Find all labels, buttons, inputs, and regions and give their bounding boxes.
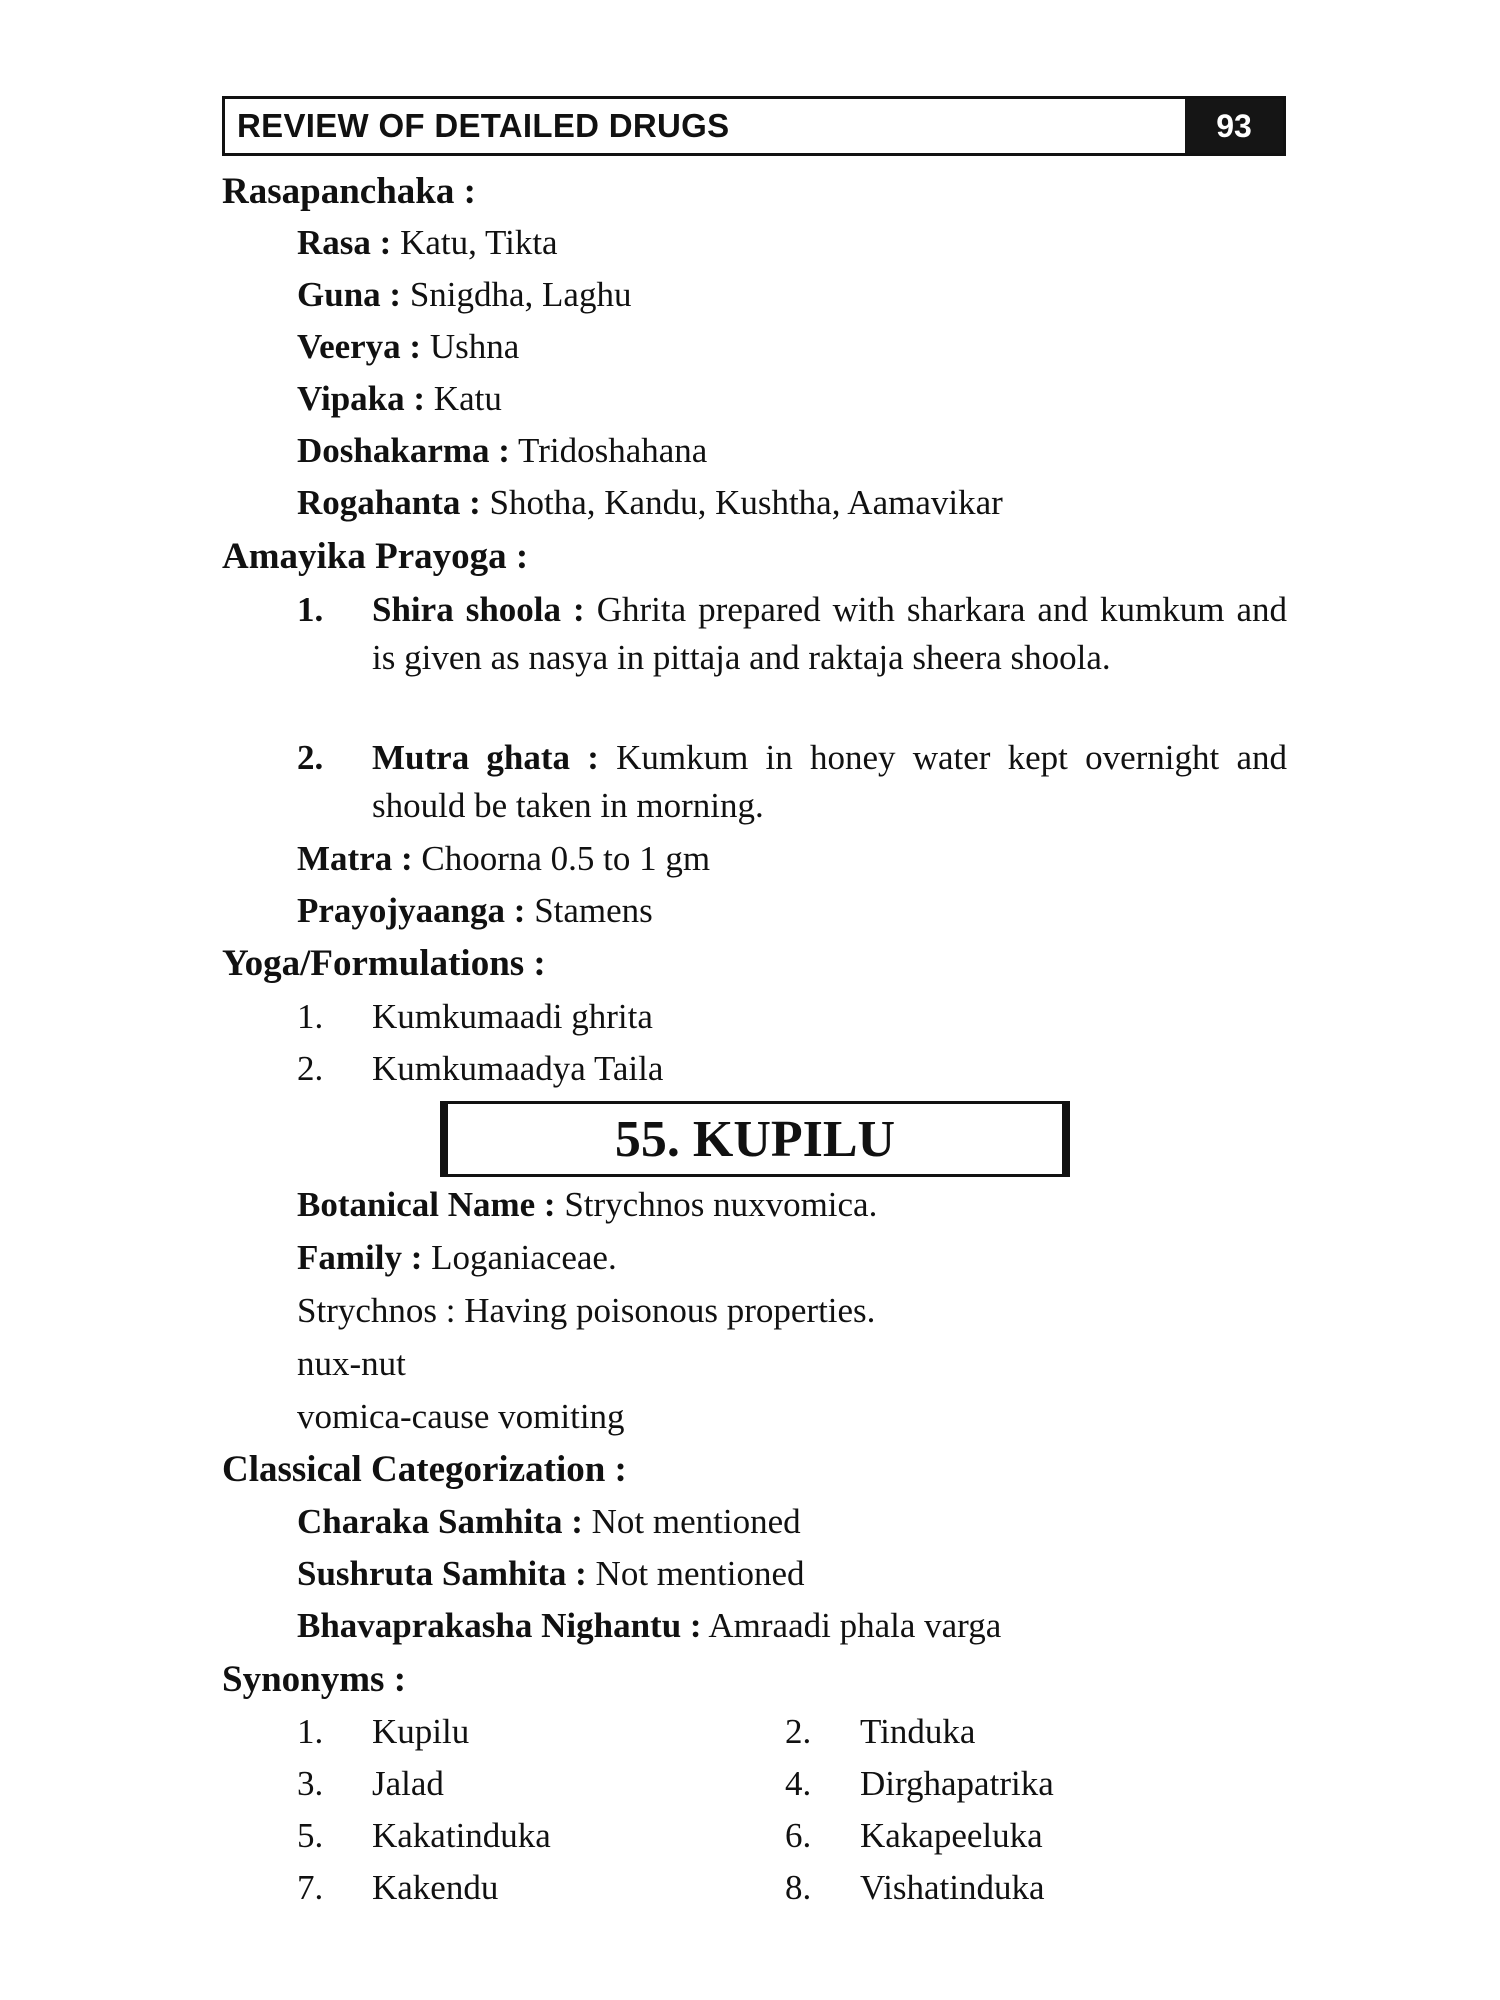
doshakarma-row: [297, 432, 707, 471]
veerya-value: Ushna: [421, 327, 520, 366]
item-number: 2.: [297, 1049, 324, 1088]
synonyms-heading: Synonyms :: [222, 1659, 407, 1700]
synonym-number: 8.: [785, 1868, 812, 1907]
item-number: 1.: [297, 997, 324, 1036]
header-title: REVIEW OF DETAILED DRUGS: [237, 107, 730, 144]
etymology-note: vomica-cause vomiting: [297, 1397, 625, 1436]
synonym-item: [297, 1868, 498, 1908]
classical-heading: Classical Categorization :: [222, 1449, 627, 1490]
synonym-name: Vishatinduka: [860, 1868, 1045, 1907]
item-text: Kumkum in honey water kept overnight and should be taken in morning.: [372, 738, 1288, 825]
item-number: 1.: [297, 590, 324, 629]
kupilu-title: 55. KUPILU: [614, 1110, 896, 1168]
synonym-name: Kakatinduka: [372, 1816, 551, 1855]
doshakarma-label: Doshakarma :: [297, 431, 510, 470]
vipaka-row: [297, 380, 502, 419]
synonym-number: 1.: [297, 1712, 324, 1751]
item-text: Kumkumaadya Taila: [372, 1049, 664, 1088]
synonym-number: 2.: [785, 1712, 812, 1751]
amayika-heading: Amayika Prayoga :: [222, 536, 529, 577]
yoga-item-1: [297, 993, 1287, 1041]
rogahanta-value: Shotha, Kandu, Kushtha, Aamavikar: [480, 483, 1003, 522]
synonym-item: [297, 1712, 469, 1752]
vipaka-value: Katu: [425, 379, 502, 418]
family-label: Family :: [297, 1238, 423, 1277]
synonym-number: 7.: [297, 1868, 324, 1907]
family-value: Loganiaceae.: [422, 1238, 617, 1277]
item-label: Mutra ghata :: [372, 738, 599, 777]
sushruta-label: Sushruta Samhita :: [297, 1554, 587, 1593]
item-text: Kumkumaadi ghrita: [372, 997, 653, 1036]
doshakarma-value: Tridoshahana: [509, 431, 708, 470]
veerya-row: [297, 328, 519, 367]
synonym-name: Kakendu: [372, 1868, 499, 1907]
synonym-name: Tinduka: [860, 1712, 976, 1751]
botanical-label: Botanical Name :: [297, 1185, 556, 1224]
matra-value: Choorna 0.5 to 1 gm: [412, 839, 711, 878]
charaka-value: Not mentioned: [582, 1502, 801, 1541]
etymology-note: Strychnos : Having poisonous properties.: [297, 1291, 876, 1330]
family-row: [297, 1239, 617, 1278]
running-header: [222, 96, 1286, 156]
synonym-number: 4.: [785, 1764, 812, 1803]
bhavaprakasha-label: Bhavaprakasha Nighantu :: [297, 1606, 702, 1645]
botanical-name-row: [297, 1186, 877, 1225]
synonym-item: [785, 1712, 975, 1752]
synonym-item: [297, 1764, 444, 1804]
synonym-name: Jalad: [372, 1764, 444, 1803]
rasa-label: Rasa :: [297, 223, 392, 262]
synonym-name: Dirghapatrika: [860, 1764, 1054, 1803]
veerya-label: Veerya :: [297, 327, 422, 366]
charaka-row: [297, 1503, 801, 1542]
charaka-label: Charaka Samhita :: [297, 1502, 583, 1541]
botanical-value: Strychnos nuxvomica.: [555, 1185, 878, 1224]
synonym-name: Kupilu: [372, 1712, 470, 1751]
amayika-item-1: [297, 586, 1287, 681]
rogahanta-row: [297, 484, 1003, 523]
guna-row: [297, 276, 631, 315]
item-label: Shira shoola :: [372, 590, 585, 629]
amayika-item-2: [297, 734, 1287, 829]
item-number: 2.: [297, 738, 324, 777]
synonym-name: Kakapeeluka: [860, 1816, 1043, 1855]
yoga-item-2: [297, 1045, 1287, 1093]
rogahanta-label: Rogahanta :: [297, 483, 481, 522]
yoga-heading: Yoga/Formulations :: [222, 943, 546, 984]
guna-label: Guna :: [297, 275, 402, 314]
synonym-number: 5.: [297, 1816, 324, 1855]
rasapanchaka-heading: Rasapanchaka :: [222, 171, 476, 212]
rasa-value: Katu, Tikta: [391, 223, 558, 262]
synonym-item: [785, 1764, 1054, 1804]
guna-value: Snigdha, Laghu: [401, 275, 632, 314]
etymology-note: nux-nut: [297, 1344, 406, 1383]
prayojyaanga-label: Prayojyaanga :: [297, 891, 526, 930]
matra-label: Matra :: [297, 839, 413, 878]
page-number: 93: [1185, 99, 1283, 153]
matra-row: [297, 840, 710, 879]
item-text: Ghrita prepared with sharkara and kumkum and is given as nasya in pittaja and raktaja sheera shoola.: [372, 590, 1288, 677]
synonym-item: [297, 1816, 551, 1856]
sushruta-row: [297, 1555, 805, 1594]
prayojyaanga-value: Stamens: [525, 891, 653, 930]
bhavaprakasha-value: Amraadi phala varga: [701, 1606, 1002, 1645]
rasa-row: [297, 224, 558, 263]
synonym-number: 3.: [297, 1764, 324, 1803]
synonym-number: 6.: [785, 1816, 812, 1855]
prayojyaanga-row: [297, 892, 653, 931]
bhavaprakasha-row: [297, 1607, 1001, 1646]
synonym-item: [785, 1816, 1043, 1856]
sushruta-value: Not mentioned: [586, 1554, 805, 1593]
kupilu-title-box: [440, 1101, 1070, 1177]
synonym-item: [785, 1868, 1045, 1908]
vipaka-label: Vipaka :: [297, 379, 426, 418]
